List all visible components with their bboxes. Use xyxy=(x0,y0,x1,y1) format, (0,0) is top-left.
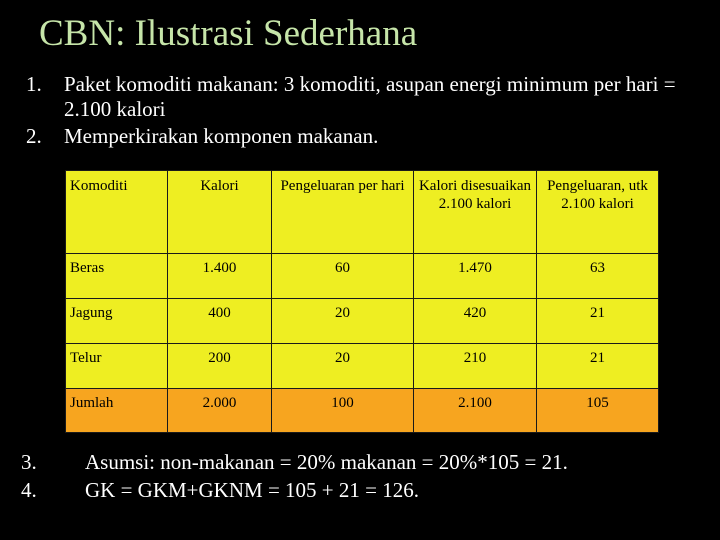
table-cell: 2.000 xyxy=(168,389,272,433)
table-cell: 400 xyxy=(168,299,272,344)
table-cell: 210 xyxy=(414,344,537,389)
list-item-number: 4. xyxy=(21,478,37,502)
table-cell: 1.400 xyxy=(168,254,272,299)
table-cell: 2.100 xyxy=(414,389,537,433)
list-item xyxy=(26,72,706,122)
header-cell: Kalori xyxy=(168,171,272,254)
table-cell: 21 xyxy=(537,344,659,389)
table-cell: 60 xyxy=(272,254,414,299)
table-cell: 20 xyxy=(272,299,414,344)
table-cell: 63 xyxy=(537,254,659,299)
table-row xyxy=(66,344,659,389)
table-cell: 1.470 xyxy=(414,254,537,299)
table-cell: 200 xyxy=(168,344,272,389)
table-cell: Beras xyxy=(66,254,168,299)
list-item xyxy=(26,124,706,149)
table-row xyxy=(66,299,659,344)
list-item-number: 2. xyxy=(26,124,42,148)
table-row xyxy=(66,254,659,299)
numbered-list-bottom xyxy=(21,449,711,505)
list-item-text: GK = GKM+GKNM = 105 + 21 = 126. xyxy=(85,478,419,502)
header-cell: Kalori disesuaikan 2.100 kalori xyxy=(414,171,537,254)
list-item-text: Memperkirakan komponen makanan. xyxy=(64,124,379,148)
table-cell: 20 xyxy=(272,344,414,389)
list-item-text: Paket komoditi makanan: 3 komoditi, asupan energi minimum per hari = 2.100 kalori xyxy=(64,72,676,121)
slide-title: CBN: Ilustrasi Sederhana xyxy=(39,13,418,54)
list-item-number: 3. xyxy=(21,450,37,474)
table-header-row xyxy=(66,171,659,254)
list-item-text: Asumsi: non-makanan = 20% makanan = 20%*105 = 21. xyxy=(85,450,568,474)
table-cell: Jagung xyxy=(66,299,168,344)
numbered-list-top xyxy=(26,72,706,151)
list-item-number: 1. xyxy=(26,72,42,96)
list-item xyxy=(21,477,711,503)
table-cell: Telur xyxy=(66,344,168,389)
table-cell: 105 xyxy=(537,389,659,433)
table-cell: 100 xyxy=(272,389,414,433)
header-cell: Pengeluaran per hari xyxy=(272,171,414,254)
header-cell: Komoditi xyxy=(66,171,168,254)
list-item xyxy=(21,449,711,475)
table-cell: 420 xyxy=(414,299,537,344)
commodity-table xyxy=(65,170,659,433)
table-cell: 21 xyxy=(537,299,659,344)
table-cell: Jumlah xyxy=(66,389,168,433)
table-total-row xyxy=(66,389,659,433)
header-cell: Pengeluaran, utk 2.100 kalori xyxy=(537,171,659,254)
